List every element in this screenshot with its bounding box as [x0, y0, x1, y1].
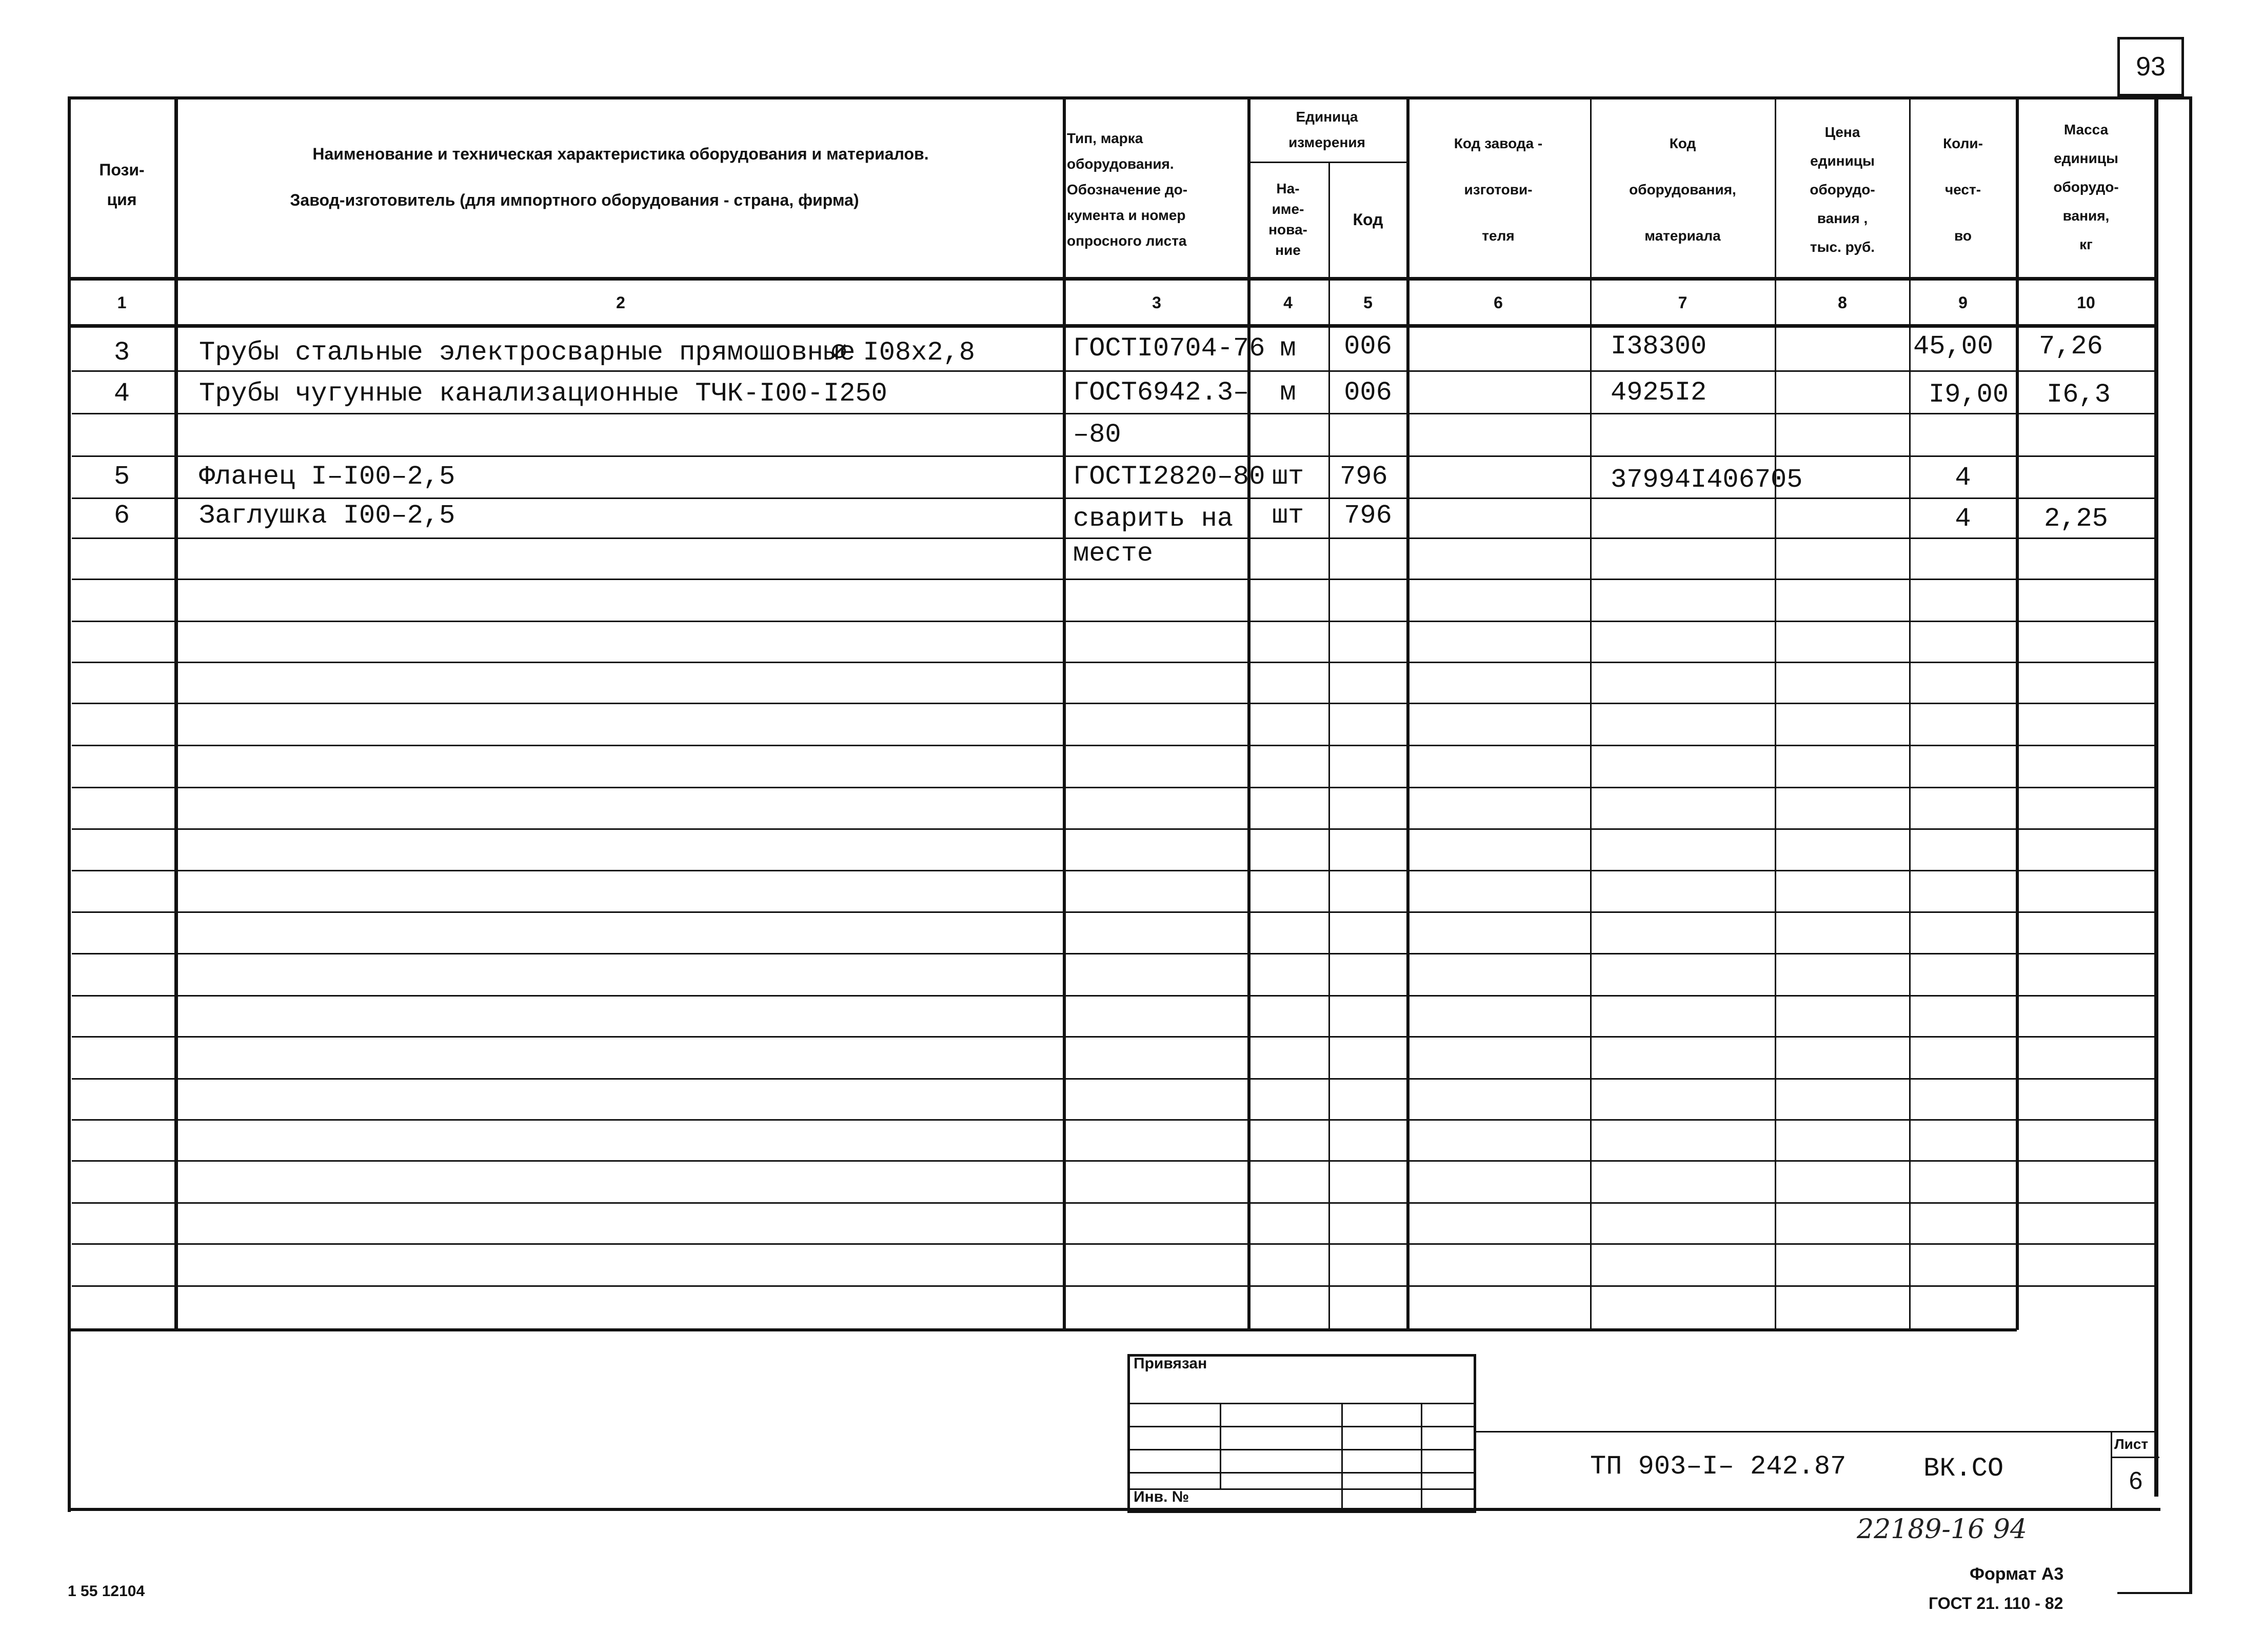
header-name: Наименование и техническая характеристика оборудования и материалов.	[312, 145, 929, 163]
cell-unit: м	[1280, 333, 1296, 364]
cell-unit: шт	[1272, 501, 1304, 531]
footer-gost: ГОСТ 21. 110 - 82	[1929, 1594, 2063, 1613]
cell-position: 5	[113, 462, 130, 492]
header-factory-code: Код завода - изготови- теля	[1454, 135, 1543, 244]
column-number: 6	[1494, 293, 1503, 312]
attached-label: Привязан	[1134, 1355, 1207, 1372]
column-number: 9	[1958, 293, 1968, 312]
cell-document: сварить на	[1073, 504, 1234, 534]
cell-unit-code: 006	[1344, 331, 1392, 362]
header-unit-code: Код	[1353, 210, 1383, 229]
cell-name: Заглушка I00–2,5	[199, 501, 455, 531]
cell-quantity: 4	[1955, 504, 1971, 534]
sheet-number: 6	[2129, 1467, 2143, 1495]
cell-equipment-code: 4925I2	[1611, 377, 1707, 408]
column-number: 10	[2077, 293, 2095, 312]
cell-equipment-code: I38300	[1611, 331, 1707, 362]
cell-name: Трубы чугунные канализационные ТЧК-I00-I250	[199, 379, 887, 409]
cell-position: 4	[113, 379, 130, 409]
cell-dimension: ⌀ I08x2,8	[831, 337, 975, 368]
cell-quantity: 45,00	[1913, 331, 1994, 362]
header-price: Цена единицы оборудо- вания , тыс. руб.	[1810, 124, 1875, 255]
cell-mass: 2,25	[2044, 504, 2108, 534]
document-code: ТП 903–I– 242.87	[1590, 1451, 1847, 1482]
header-position: Пози- ция	[99, 161, 145, 209]
column-number: 8	[1838, 293, 1847, 312]
cell-mass: 7,26	[2039, 331, 2103, 362]
cell-document: ГОСТI2820–80	[1073, 462, 1265, 492]
column-number: 5	[1363, 293, 1373, 312]
header-equipment-code: Код оборудования, материала	[1629, 135, 1736, 244]
column-number: 2	[616, 293, 625, 312]
cell-document: ГОСТ6942.3–	[1073, 377, 1249, 408]
header-type: Тип, марка оборудования. Обозначение до- кумента и номер опросного листа	[1067, 130, 1188, 249]
column-number: 3	[1152, 293, 1161, 312]
inventory-label: Инв. №	[1134, 1488, 1189, 1505]
column-number: 4	[1283, 293, 1293, 312]
cell-position: 6	[113, 501, 130, 531]
header-mass: Масса единицы оборудо- вания, кг	[2053, 122, 2119, 252]
header-unit-group: Единица измерения	[1288, 108, 1365, 150]
cell-unit-code: 796	[1340, 462, 1388, 492]
cell-equipment-code: 37994I406705	[1611, 465, 1803, 495]
cell-unit-code: 796	[1344, 501, 1392, 531]
header-manufacturer: Завод-изготовитель (для импортного оборудования - страна, фирма)	[290, 191, 859, 209]
cell-quantity: 4	[1955, 463, 1971, 493]
header-unit-name: На- име- нова- ние	[1268, 180, 1307, 258]
sheet-code: ВК.СО	[1923, 1454, 2004, 1484]
cell-unit-code: 006	[1344, 377, 1392, 408]
column-number: 7	[1678, 293, 1688, 312]
sheet-label: Лист	[2114, 1436, 2149, 1452]
column-number: 1	[117, 293, 127, 312]
cell-unit: м	[1280, 377, 1296, 408]
cell-document: –80	[1073, 420, 1121, 450]
cell-name: Фланец I–I00–2,5	[199, 462, 455, 492]
cell-unit: шт	[1272, 462, 1304, 492]
cell-mass: I6,3	[2047, 380, 2111, 410]
page-number: 93	[2117, 37, 2184, 96]
cell-position: 3	[113, 337, 130, 368]
cell-document: месте	[1073, 539, 1154, 569]
header-quantity: Коли- чест- во	[1943, 135, 1983, 244]
footer-left-code: 1 55 12104	[68, 1583, 145, 1600]
cell-document: ГОСТI0704-76	[1073, 333, 1265, 364]
handwritten-note: 22189-16 94	[1857, 1514, 2027, 1545]
cell-quantity: I9,00	[1929, 380, 2009, 410]
footer-format: Формат А3	[1970, 1564, 2064, 1584]
cell-name: Трубы стальные электросварные прямошовные	[199, 337, 856, 368]
